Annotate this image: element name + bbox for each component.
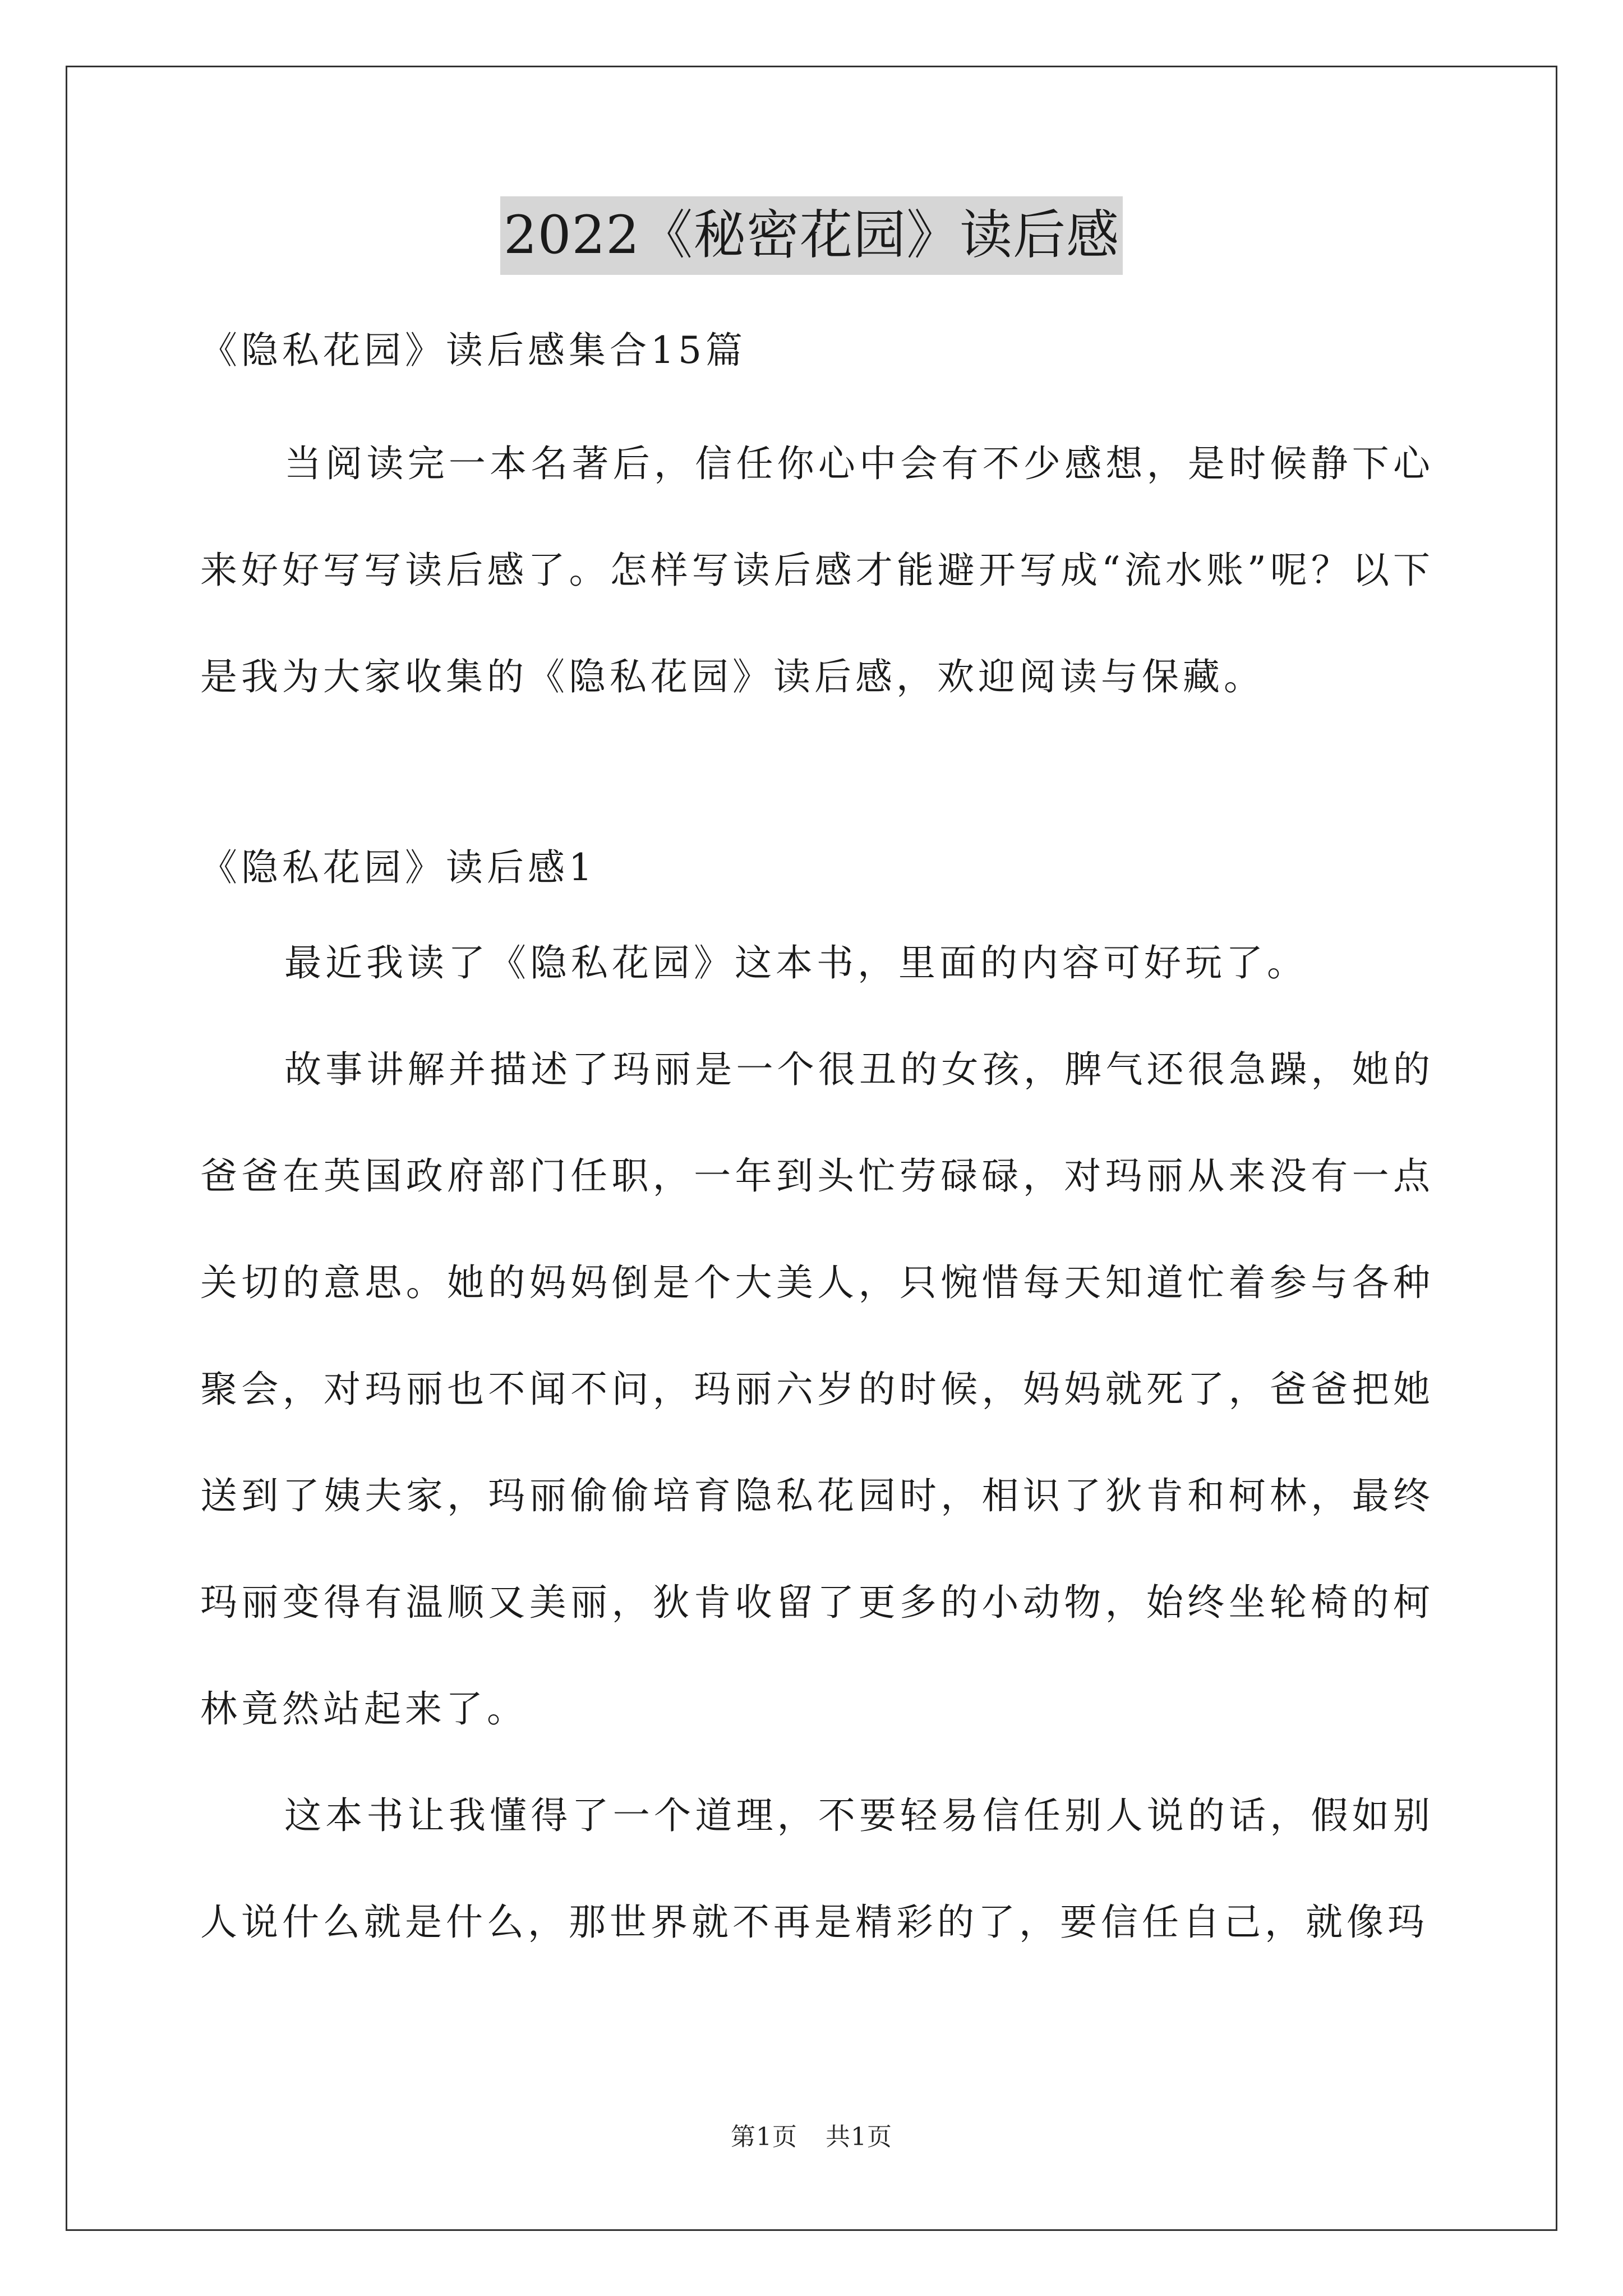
page-title: 2022《秘密花园》读后感 [500,196,1123,275]
title-container [0,196,1623,275]
body-paragraph: 最近我读了《隐私花园》这本书，里面的内容可好玩了。 [284,941,1308,984]
page-number-current: 第1页 [731,2123,797,2151]
document-body [200,314,1434,1976]
body-paragraph: 这本书让我懂得了一个道理，不要轻易信任别人说的话，假如别人说什么就是什么，那世界就不再是精彩的了，要信任自己，就像玛 [200,1794,1434,1944]
page-footer [0,2120,1623,2154]
section-heading: 《隐私花园》读后感1 [200,846,596,889]
document-subtitle: 《隐私花园》读后感集合15篇 [200,329,746,372]
page-number-total: 共1页 [826,2123,892,2151]
intro-paragraph: 当阅读完一本名著后，信任你心中会有不少感想，是时候静下心来好好写写读后感了。怎样写读后感才能避开写成“流水账”呢？以下是我为大家收集的《隐私花园》读后感，欢迎阅读与保藏。 [200,442,1434,698]
body-paragraph: 故事讲解并描述了玛丽是一个很丑的女孩，脾气还很急躁，她的爸爸在英国政府部门任职，一年到头忙劳碌碌，对玛丽从来没有一点关切的意思。她的妈妈倒是个大美人，只惋惜每天知道忙着参与各种聚会，对玛丽也不闻不问，玛丽六岁的时候，妈妈就死了，爸爸把她送到了姨夫家，玛丽偷偷培育隐私花园时，相识了狄肯和柯林，最终玛丽变得有温顺又美丽，狄肯收留了更多的小动物，始终坐轮椅的柯林竟然站起来了。 [200,1048,1434,1731]
